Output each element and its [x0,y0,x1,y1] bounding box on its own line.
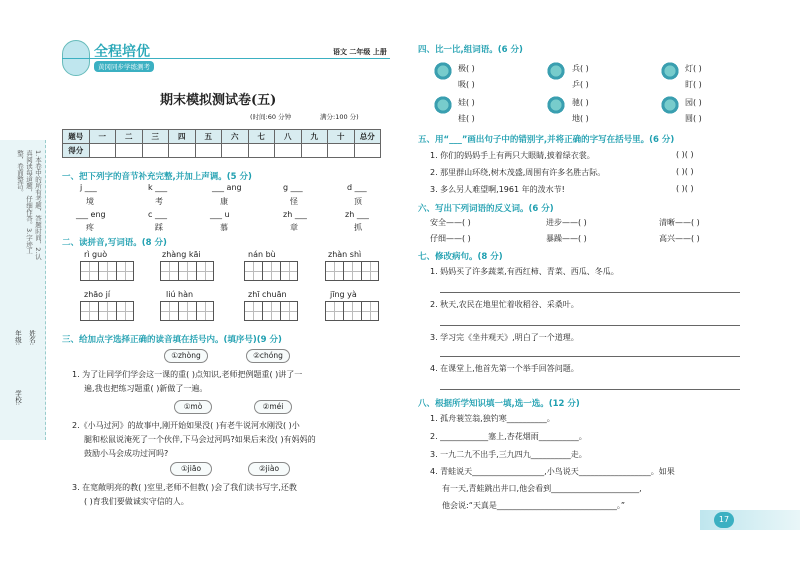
pinyin-5: zhāo jí [84,290,111,299]
s7-q2: 2. 秋天,农民在地里忙着收稻谷、采桑叶。 [430,300,579,309]
write-grid-3[interactable] [244,261,298,281]
s7-q4: 4. 在课堂上,他首先第一个举手回答问题。 [430,364,579,373]
section-5-title: 五、用“___”画出句子中的错别字,并将正确的字写在括号里。(6 分) [418,135,675,145]
pinyin-4: zhàn shì [328,250,362,259]
s3-q3-line2: ( )育我们要做诚实守信的人。 [84,497,189,506]
s1-syllable-8: ___ u [210,210,230,219]
s1-syllable-2: k ___ [148,183,168,192]
s6-antonym-4: 仔细——( ) [430,234,471,243]
s1-syllable-7: c ___ [148,210,167,219]
s7-answer-line-3[interactable] [440,356,740,357]
pinyin-7: zhī chuān [248,290,287,299]
s1-char-3: 康 [220,197,228,206]
s4-word-7: 娃( ) [458,98,475,107]
s8-q4-line1: 4. 青蛙说天__________________,小鸟说天__________________。如果 [430,467,675,476]
option-mo: ①mò [174,400,212,414]
brand-title: 全程培优 [94,44,150,60]
pinyin-8: jīng yà [330,290,357,299]
s1-char-8: 慕 [220,223,228,232]
s1-syllable-6: ___ eng [76,210,106,219]
section-8-title: 八、根据所学知识填一填,选一选。(12 分) [418,399,580,409]
s3-q2-line2: 腿和松鼠说淹死了一个伙伴,下马会过河吗?如果后来没( )有妈妈的 [84,435,316,444]
s8-q3: 3. 一九二九不出手,三九四九__________走。 [430,450,587,459]
s8-q1: 1. 孤舟蓑笠翁,独钓寒__________。 [430,414,555,423]
s4-word-9: 园( ) [685,98,702,107]
option-jiao1: ①jiāo [170,462,212,476]
write-grid-5[interactable] [80,301,134,321]
s8-q4-line3: 他会说:“天真是______________________________。” [442,501,625,510]
s7-answer-line-1[interactable] [440,292,740,293]
write-grid-2[interactable] [160,261,214,281]
s6-antonym-2: 进步——( ) [546,218,587,227]
s1-syllable-10: zh ___ [345,210,369,219]
s4-word-11: 地( ) [572,114,589,123]
write-grid-8[interactable] [325,301,379,321]
s1-syllable-1: j ___ [80,183,97,192]
flower-icon-1 [432,60,454,82]
s4-word-8: 驰( ) [572,98,589,107]
s6-antonym-5: 暴躁——( ) [546,234,587,243]
pinyin-1: rì guò [84,250,108,259]
s1-char-5: 顶 [354,197,362,206]
s3-q2-line1: 2.《小马过河》的故事中,刚开始如果没( )有老牛说河水刚没( )小 [72,421,300,430]
full-score: 满分:100 分) [320,113,359,121]
s4-word-4: 吸( ) [458,80,475,89]
score-table: 题号 一 二 三 四 五 六 七 八 九 十 总分 得分 [62,129,381,158]
brand-subtitle: 黄冈同步学练测考 [94,61,154,72]
s4-word-12: 圆( ) [685,114,702,123]
s3-q1-line1: 1. 为了让同学们学会这一课的重( )点知识,老师把例题重( )讲了一 [72,370,303,379]
s4-word-6: 盯( ) [685,80,702,89]
paper-title: 期末模拟测试卷(五) [160,93,277,108]
option-jiao4: ②jiào [248,462,290,476]
s4-word-1: 极( ) [458,64,475,73]
flower-icon-4 [432,94,454,116]
s6-antonym-1: 安全——( ) [430,218,471,227]
s1-char-2: 考 [155,197,163,206]
s5-q1: 1. 你们的妈妈手上有两只大眼睛,披着绿衣裳。 [430,151,595,160]
time-limit: (时间:60 分钟 [250,113,292,121]
s8-q2: 2. ____________塞上,杏花烟雨__________。 [430,432,587,441]
s1-char-10: 抓 [354,223,362,232]
s5-answer-3[interactable]: ( )( ) [676,184,694,193]
s5-q3: 3. 多么另人难望啊,1961 年的泼水节! [430,185,565,194]
flower-icon-2 [545,60,567,82]
section-1-title: 一、把下列字的音节补充完整,并加上声调。(5 分) [62,172,252,182]
write-grid-6[interactable] [160,301,214,321]
section-2-title: 二、读拼音,写词语。(8 分) [62,238,167,248]
section-4-title: 四、比一比,组词语。(6 分) [418,45,523,55]
s1-char-9: 章 [290,223,298,232]
s4-word-5: 乒( ) [572,80,589,89]
s5-answer-2[interactable]: ( )( ) [676,167,694,176]
pinyin-3: nán bù [248,250,276,259]
option-mei: ②méi [254,400,292,414]
book-meta: 语文 二年级 上册 [333,48,387,56]
s3-q1-line2: 遍,我也把练习题重( )新做了一遍。 [84,384,208,393]
s7-q3: 3. 学习完《坐井观天》,明白了一个道理。 [430,333,579,342]
page-number: 17 [714,512,734,528]
write-grid-4[interactable] [325,261,379,281]
s7-answer-line-2[interactable] [440,325,740,326]
s4-word-2: 兵( ) [572,64,589,73]
s6-antonym-3: 清晰——( ) [659,218,700,227]
write-grid-1[interactable] [80,261,134,281]
side-tips: 1.本卷中的所有考题，答题时间，2.认真阅读每道题，仔细作答。3.字迹工整，卷面整洁。 [16,150,42,260]
s1-syllable-3: ___ ang [212,183,242,192]
header-rule [62,58,390,59]
s3-q3-line1: 3. 在宽敞明亮的教( )室里,老师不但教( )会了我们读书写字,还教 [72,483,297,492]
s1-char-4: 怪 [290,197,298,206]
option-zhong: ①zhòng [164,349,208,363]
s7-q1: 1. 妈妈买了许多蔬菜,有西红柿、青菜、西瓜、冬瓜。 [430,267,619,276]
school-label: 学校: [14,390,22,406]
s1-char-6: 疼 [86,223,94,232]
s7-answer-line-4[interactable] [440,389,740,390]
s1-char-1: 境 [86,197,94,206]
s5-answer-1[interactable]: ( )( ) [676,150,694,159]
s1-syllable-5: d ___ [347,183,367,192]
pinyin-6: liú hàn [166,290,194,299]
option-chong: ②chóng [246,349,290,363]
flower-icon-6 [659,94,681,116]
write-grid-7[interactable] [244,301,298,321]
s8-q4-line2: 有一天,青蛙跳出井口,他会看到______________________, [442,484,642,493]
s3-q2-line3: 鼓励小马会成功过河吗? [84,449,169,458]
section-7-title: 七、修改病句。(8 分) [418,252,503,262]
section-3-title: 三、给加点字选择正确的读音填在括号内。(填序号)(9 分) [62,335,282,345]
class-label: 年级: [14,330,22,346]
s5-q2: 2. 那里群山环绕,树木茂盛,周围有许多名胜古际。 [430,168,606,177]
s6-antonym-6: 高兴——( ) [659,234,700,243]
pinyin-2: zhàng kāi [162,250,201,259]
name-label: 姓名: [28,330,36,346]
s1-syllable-4: g ___ [283,183,303,192]
flower-icon-5 [545,94,567,116]
s1-char-7: 踩 [155,223,163,232]
s1-syllable-9: zh ___ [283,210,307,219]
section-6-title: 六、写出下列词语的反义词。(6 分) [418,204,554,214]
s4-word-3: 灯( ) [685,64,702,73]
s4-word-10: 桂( ) [458,114,475,123]
flower-icon-3 [659,60,681,82]
